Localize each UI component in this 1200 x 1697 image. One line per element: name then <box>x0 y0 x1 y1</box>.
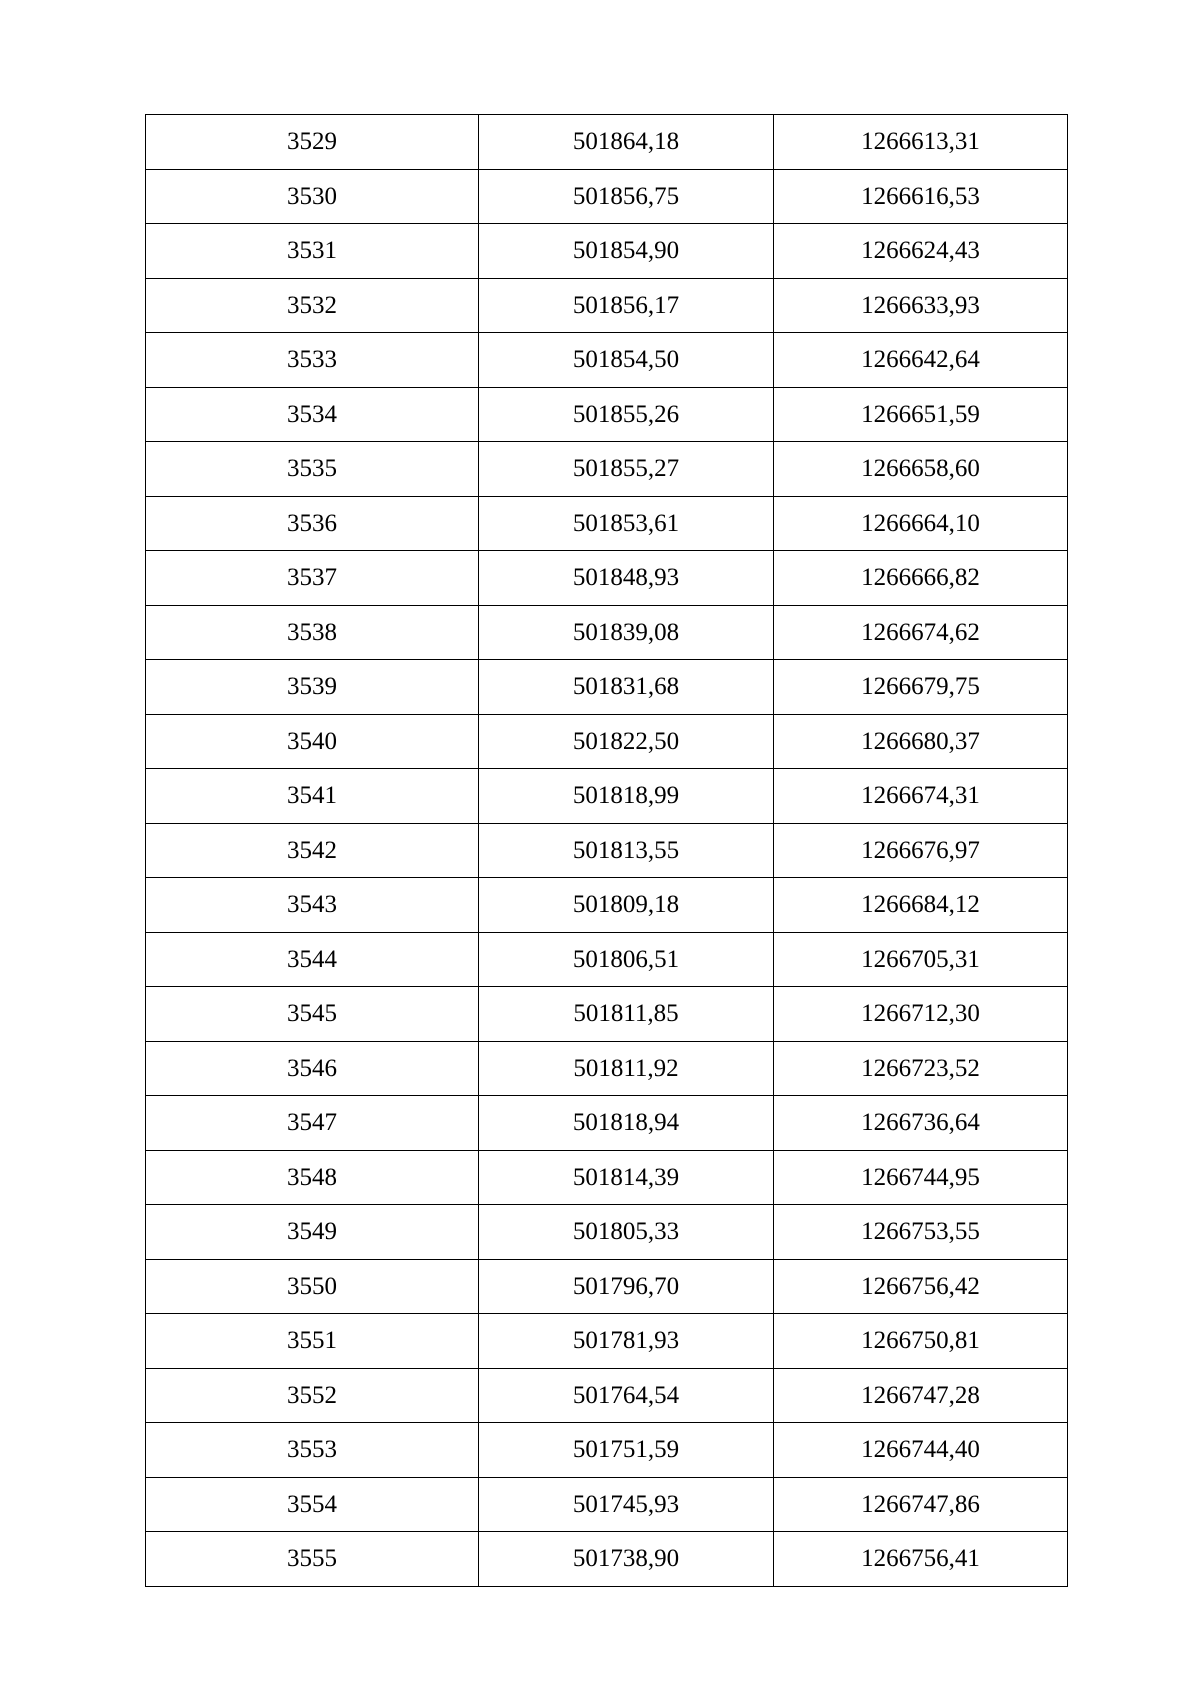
y-coordinate-cell: 1266744,40 <box>774 1423 1068 1478</box>
point-number-cell: 3547 <box>146 1096 479 1151</box>
x-coordinate-cell: 501811,85 <box>479 987 774 1042</box>
x-coordinate-cell: 501853,61 <box>479 496 774 551</box>
table-row <box>146 115 1068 170</box>
point-number-cell: 3545 <box>146 987 479 1042</box>
table-row <box>146 387 1068 442</box>
y-coordinate-cell: 1266736,64 <box>774 1096 1068 1151</box>
y-coordinate-cell: 1266674,62 <box>774 605 1068 660</box>
x-coordinate-cell: 501745,93 <box>479 1477 774 1532</box>
x-coordinate-cell: 501764,54 <box>479 1368 774 1423</box>
point-number-cell: 3531 <box>146 224 479 279</box>
y-coordinate-cell: 1266642,64 <box>774 333 1068 388</box>
point-number-cell: 3542 <box>146 823 479 878</box>
x-coordinate-cell: 501781,93 <box>479 1314 774 1369</box>
x-coordinate-cell: 501855,27 <box>479 442 774 497</box>
table-row <box>146 1368 1068 1423</box>
x-coordinate-cell: 501839,08 <box>479 605 774 660</box>
y-coordinate-cell: 1266666,82 <box>774 551 1068 606</box>
y-coordinate-cell: 1266744,95 <box>774 1150 1068 1205</box>
y-coordinate-cell: 1266723,52 <box>774 1041 1068 1096</box>
point-number-cell: 3552 <box>146 1368 479 1423</box>
coordinates-table <box>145 114 1068 1587</box>
point-number-cell: 3532 <box>146 278 479 333</box>
table-row <box>146 333 1068 388</box>
x-coordinate-cell: 501831,68 <box>479 660 774 715</box>
x-coordinate-cell: 501856,17 <box>479 278 774 333</box>
y-coordinate-cell: 1266633,93 <box>774 278 1068 333</box>
x-coordinate-cell: 501854,90 <box>479 224 774 279</box>
point-number-cell: 3539 <box>146 660 479 715</box>
y-coordinate-cell: 1266680,37 <box>774 714 1068 769</box>
y-coordinate-cell: 1266756,42 <box>774 1259 1068 1314</box>
point-number-cell: 3537 <box>146 551 479 606</box>
point-number-cell: 3551 <box>146 1314 479 1369</box>
y-coordinate-cell: 1266712,30 <box>774 987 1068 1042</box>
point-number-cell: 3541 <box>146 769 479 824</box>
y-coordinate-cell: 1266613,31 <box>774 115 1068 170</box>
table-row <box>146 987 1068 1042</box>
point-number-cell: 3536 <box>146 496 479 551</box>
point-number-cell: 3553 <box>146 1423 479 1478</box>
table-row <box>146 496 1068 551</box>
x-coordinate-cell: 501738,90 <box>479 1532 774 1587</box>
point-number-cell: 3534 <box>146 387 479 442</box>
point-number-cell: 3543 <box>146 878 479 933</box>
table-row <box>146 1532 1068 1587</box>
x-coordinate-cell: 501864,18 <box>479 115 774 170</box>
table-row <box>146 660 1068 715</box>
table-row <box>146 1205 1068 1260</box>
x-coordinate-cell: 501848,93 <box>479 551 774 606</box>
x-coordinate-cell: 501813,55 <box>479 823 774 878</box>
point-number-cell: 3529 <box>146 115 479 170</box>
table-row <box>146 1477 1068 1532</box>
x-coordinate-cell: 501822,50 <box>479 714 774 769</box>
point-number-cell: 3549 <box>146 1205 479 1260</box>
x-coordinate-cell: 501809,18 <box>479 878 774 933</box>
x-coordinate-cell: 501805,33 <box>479 1205 774 1260</box>
x-coordinate-cell: 501818,94 <box>479 1096 774 1151</box>
y-coordinate-cell: 1266676,97 <box>774 823 1068 878</box>
x-coordinate-cell: 501854,50 <box>479 333 774 388</box>
point-number-cell: 3533 <box>146 333 479 388</box>
point-number-cell: 3538 <box>146 605 479 660</box>
x-coordinate-cell: 501796,70 <box>479 1259 774 1314</box>
y-coordinate-cell: 1266684,12 <box>774 878 1068 933</box>
x-coordinate-cell: 501855,26 <box>479 387 774 442</box>
y-coordinate-cell: 1266658,60 <box>774 442 1068 497</box>
table-row <box>146 878 1068 933</box>
point-number-cell: 3546 <box>146 1041 479 1096</box>
x-coordinate-cell: 501818,99 <box>479 769 774 824</box>
table-row <box>146 278 1068 333</box>
y-coordinate-cell: 1266753,55 <box>774 1205 1068 1260</box>
table-row <box>146 769 1068 824</box>
point-number-cell: 3535 <box>146 442 479 497</box>
y-coordinate-cell: 1266747,86 <box>774 1477 1068 1532</box>
y-coordinate-cell: 1266624,43 <box>774 224 1068 279</box>
x-coordinate-cell: 501751,59 <box>479 1423 774 1478</box>
x-coordinate-cell: 501856,75 <box>479 169 774 224</box>
table-row <box>146 551 1068 606</box>
y-coordinate-cell: 1266664,10 <box>774 496 1068 551</box>
table-row <box>146 823 1068 878</box>
table-row <box>146 442 1068 497</box>
y-coordinate-cell: 1266616,53 <box>774 169 1068 224</box>
point-number-cell: 3550 <box>146 1259 479 1314</box>
table-row <box>146 1259 1068 1314</box>
point-number-cell: 3555 <box>146 1532 479 1587</box>
point-number-cell: 3530 <box>146 169 479 224</box>
y-coordinate-cell: 1266756,41 <box>774 1532 1068 1587</box>
table-row <box>146 932 1068 987</box>
x-coordinate-cell: 501814,39 <box>479 1150 774 1205</box>
y-coordinate-cell: 1266705,31 <box>774 932 1068 987</box>
y-coordinate-cell: 1266679,75 <box>774 660 1068 715</box>
table-row <box>146 714 1068 769</box>
point-number-cell: 3544 <box>146 932 479 987</box>
coordinates-table-body <box>146 115 1068 1587</box>
y-coordinate-cell: 1266674,31 <box>774 769 1068 824</box>
x-coordinate-cell: 501811,92 <box>479 1041 774 1096</box>
table-row <box>146 1096 1068 1151</box>
y-coordinate-cell: 1266651,59 <box>774 387 1068 442</box>
point-number-cell: 3548 <box>146 1150 479 1205</box>
x-coordinate-cell: 501806,51 <box>479 932 774 987</box>
table-row <box>146 224 1068 279</box>
table-row <box>146 1314 1068 1369</box>
table-row <box>146 605 1068 660</box>
point-number-cell: 3540 <box>146 714 479 769</box>
table-row <box>146 169 1068 224</box>
table-row <box>146 1423 1068 1478</box>
y-coordinate-cell: 1266750,81 <box>774 1314 1068 1369</box>
table-row <box>146 1041 1068 1096</box>
table-row <box>146 1150 1068 1205</box>
y-coordinate-cell: 1266747,28 <box>774 1368 1068 1423</box>
point-number-cell: 3554 <box>146 1477 479 1532</box>
